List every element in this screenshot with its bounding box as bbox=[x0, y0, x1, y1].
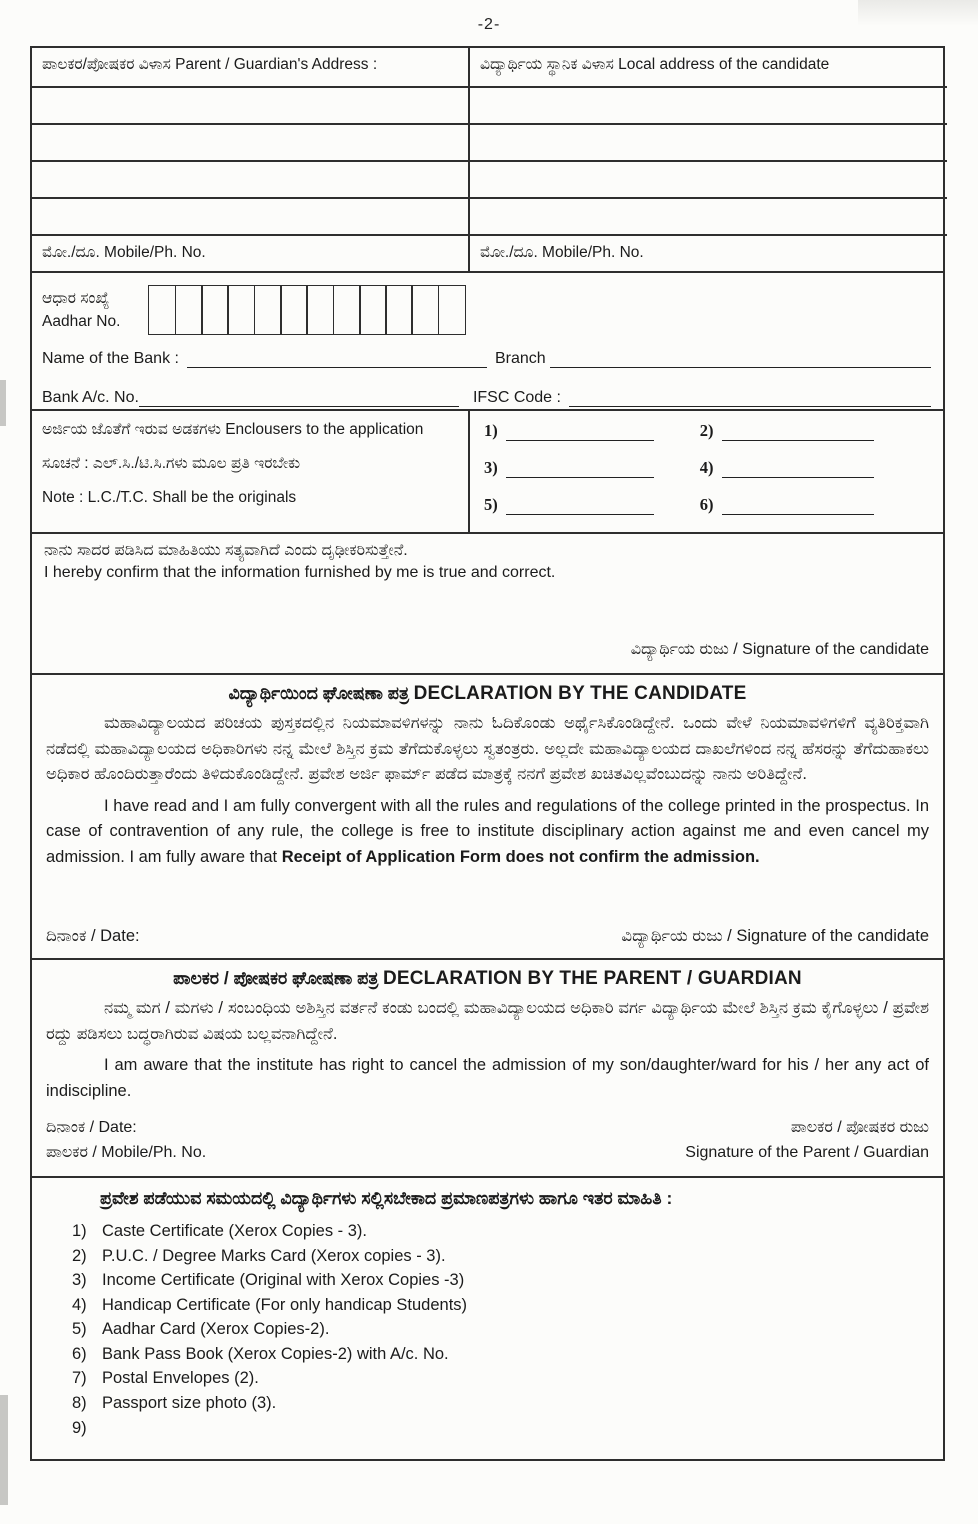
document-item-text: Passport size photo (3). bbox=[102, 1394, 277, 1413]
aadhar-digit-box bbox=[175, 285, 203, 335]
enclosure-blank-number: 1) bbox=[484, 421, 498, 440]
enclosure-blank-number: 3) bbox=[484, 458, 498, 477]
local-address-line bbox=[470, 162, 947, 199]
parent-address-line bbox=[32, 125, 470, 162]
document-item-text: Aadhar Card (Xerox Copies-2). bbox=[102, 1320, 330, 1339]
enclosure-blank-number: 2) bbox=[699, 421, 714, 440]
enclosure-blank-line bbox=[506, 500, 654, 515]
ifsc-line bbox=[569, 388, 931, 407]
document-item-text: P.U.C. / Degree Marks Card (Xerox copies - 3). bbox=[102, 1246, 446, 1265]
aadhar-digit-box bbox=[227, 285, 255, 335]
enclosure-blank-line bbox=[722, 426, 874, 441]
parent-date-label: ದಿನಾಂಕ / Date: bbox=[46, 1119, 137, 1137]
document-item-number: 8) bbox=[72, 1394, 87, 1413]
bank-details-section bbox=[30, 271, 945, 411]
parent-mobile-label: ಪಾಲಕರ / Mobile/Ph. No. bbox=[46, 1144, 207, 1162]
candidate-signature-label: ವಿದ್ಯಾರ್ಥಿಯ ರುಜು / Signature of the candidate bbox=[621, 927, 929, 945]
confirmation-section bbox=[30, 532, 945, 675]
document-item bbox=[72, 1268, 929, 1293]
local-address-line bbox=[470, 125, 947, 162]
account-label: Bank A/c. No. bbox=[42, 389, 139, 406]
parent-address-line bbox=[32, 162, 470, 199]
enclosure-blanks bbox=[470, 411, 947, 532]
aadhar-digit-box bbox=[411, 285, 439, 335]
aadhar-label bbox=[42, 283, 142, 334]
aadhar-number-boxes bbox=[150, 285, 466, 335]
document-item bbox=[72, 1391, 929, 1416]
candidate-signature-label: ವಿದ್ಯಾರ್ಥಿಯ ರುಜು / Signature of the candidate bbox=[630, 641, 929, 658]
candidate-declaration-para-en bbox=[46, 794, 929, 871]
address-table bbox=[30, 46, 945, 273]
candidate-date-label: ದಿನಾಂಕ / Date: bbox=[46, 927, 140, 945]
application-form bbox=[30, 46, 945, 1461]
aadhar-label-en: Aadhar No. bbox=[42, 313, 121, 331]
enclosure-blank-number: 5) bbox=[484, 495, 498, 514]
document-item-text: Caste Certificate (Xerox Copies - 3). bbox=[102, 1222, 368, 1240]
parent-declaration-para-en: I am aware that the institute has right to cancel the admission of my son/daughter/ward for his / her any act of indiscipline. bbox=[46, 1056, 929, 1100]
document-item-number: 7) bbox=[72, 1369, 87, 1388]
scan-artifact bbox=[0, 1395, 8, 1505]
enclosure-blank-line bbox=[506, 426, 654, 441]
aadhar-digit-box bbox=[385, 285, 413, 335]
candidate-declaration-para-en-text: I have read and I am fully convergent with all the rules and regulations of the college printed in the prospectus. In case of contravention of any rule, the college is free to institute disciplinary action against me and even cancel my admission. I am fully aware that bbox=[46, 796, 929, 866]
candidate-declaration-para-en-bold: Receipt of Application Form does not confirm the admission. bbox=[281, 847, 760, 866]
page-number: -2- bbox=[477, 16, 501, 33]
document-item-text: Handicap Certificate (For only handicap Students) bbox=[102, 1295, 468, 1314]
parent-declaration-heading-kn: ಪಾಲಕರ / ಪೋಷಕರ ಘೋಷಣಾ ಪತ್ರ bbox=[173, 968, 379, 988]
document-item-number: 3) bbox=[72, 1271, 87, 1290]
local-address-line bbox=[470, 88, 947, 125]
document-item bbox=[72, 1244, 929, 1269]
candidate-declaration-section bbox=[30, 673, 945, 960]
enclosure-blank-line bbox=[506, 463, 654, 478]
enclosures-section bbox=[30, 409, 945, 534]
confirmation-statement-en: I hereby confirm that the information furnished by me is true and correct. bbox=[44, 564, 556, 581]
parent-address-line bbox=[32, 199, 470, 236]
document-item-number: 9) bbox=[72, 1418, 87, 1437]
aadhar-digit-box bbox=[280, 285, 308, 335]
aadhar-label-kn: ಆಧಾರ ಸಂಖ್ಯೆ bbox=[42, 290, 110, 307]
parent-address-line bbox=[32, 88, 470, 125]
enclosure-blank-number: 6) bbox=[699, 495, 714, 514]
document-item bbox=[72, 1317, 929, 1342]
documents-section bbox=[30, 1176, 945, 1461]
aadhar-digit-box bbox=[333, 285, 361, 335]
enclosures-title: ಅರ್ಜಿಯ ಜೊತೆಗೆ ಇರುವ ಅಡಕಗಳು Enclousers to the application bbox=[42, 421, 424, 438]
parent-declaration-heading-en: DECLARATION BY THE PARENT / GUARDIAN bbox=[382, 968, 802, 989]
aadhar-digit-box bbox=[148, 285, 176, 335]
document-item-number: 5) bbox=[72, 1320, 87, 1339]
parent-signature-label-kn: ಪಾಲಕರ / ಪೋಷಕರ ರುಜು bbox=[790, 1119, 929, 1137]
confirmation-statement-kn: ನಾನು ಸಾದರ ಪಡಿಸಿದ ಮಾಹಿತಿಯು ಸತ್ಯವಾಗಿದೆ ಎಂದು ದೃಢೀಕರಿಸುತ್ತೇನೆ. bbox=[44, 542, 408, 559]
parent-declaration-para-kn: ನಮ್ಮ ಮಗ / ಮಗಳು / ಸಂಬಂಧಿಯ ಅಶಿಸ್ತಿನ ವರ್ತನೆ ಕಂಡು ಬಂದಲ್ಲಿ ಮಹಾವಿದ್ಯಾಲಯದ ಅಧಿಕಾರಿ ವರ್ಗ ವಿದ್ಯಾರ್ಥಿಯ ಮೇಲೆ ಶಿಸ್ತಿನ ಕ್ರಮ ಕೈಗೊಳ್ಳಲು / ಪ್ರವೇಶ ರದ್ದು ಪಡಿಸಲು ಬದ್ಧರಾಗಿರುವ ವಿಷಯ ಬಲ್ಲವನಾಗಿದ್ದೇನೆ. bbox=[46, 999, 929, 1043]
aadhar-digit-box bbox=[359, 285, 387, 335]
document-item-number: 4) bbox=[72, 1295, 87, 1314]
scan-artifact bbox=[0, 380, 6, 426]
bank-name-label: Name of the Bank : bbox=[42, 350, 179, 367]
aadhar-digit-box bbox=[306, 285, 334, 335]
document-item-number: 2) bbox=[72, 1246, 87, 1265]
document-item bbox=[72, 1342, 929, 1367]
branch-line bbox=[550, 349, 931, 368]
local-address-header: ವಿದ್ಯಾರ್ಥಿಯ ಸ್ಥಾನಿಕ ವಿಳಾಸ Local address of the candidate bbox=[470, 48, 947, 88]
enclosures-note-en: Note : L.C./T.C. Shall be the originals bbox=[42, 489, 297, 506]
parent-mobile-label: ಮೋ./ದೂ. Mobile/Ph. No. bbox=[32, 236, 470, 271]
enclosure-blank-line bbox=[722, 500, 874, 515]
candidate-declaration-heading-kn: ವಿದ್ಯಾರ್ಥಿಯಿಂದ ಘೋಷಣಾ ಪತ್ರ bbox=[228, 683, 410, 703]
enclosures-note-kn: ಸೂಚನೆ : ಎಲ್.ಸಿ./ಟಿ.ಸಿ.ಗಳು ಮೂಲ ಪ್ರತಿ ಇರಬೇಕು bbox=[42, 455, 301, 472]
parent-declaration-heading bbox=[46, 968, 929, 990]
documents-heading: ಪ್ರವೇಶ ಪಡೆಯುವ ಸಮಯದಲ್ಲಿ ವಿದ್ಯಾರ್ಥಿಗಳು ಸಲ್ಲಿಸಬೇಕಾದ ಪ್ರಮಾಣಪತ್ರಗಳು ಹಾಗೂ ಇತರ ಮಾಹಿತಿ : bbox=[100, 1188, 673, 1208]
parent-address-header: ಪಾಲಕರ/ಪೋಷಕರ ವಿಳಾಸ Parent / Guardian's Address : bbox=[32, 48, 470, 88]
ifsc-label: IFSC Code : bbox=[472, 389, 561, 406]
enclosure-blank-number: 4) bbox=[699, 458, 714, 477]
candidate-declaration-heading-en: DECLARATION BY THE CANDIDATE bbox=[413, 683, 747, 704]
aadhar-digit-box bbox=[201, 285, 229, 335]
local-mobile-label: ಮೋ./ದೂ. Mobile/Ph. No. bbox=[480, 244, 644, 261]
document-item bbox=[72, 1293, 929, 1318]
branch-label: Branch bbox=[494, 350, 546, 367]
candidate-declaration-heading bbox=[46, 683, 929, 705]
document-item bbox=[72, 1416, 929, 1441]
aadhar-digit-box bbox=[254, 285, 282, 335]
candidate-declaration-para-kn: ಮಹಾವಿದ್ಯಾಲಯದ ಪರಿಚಯ ಪುಸ್ತಕದಲ್ಲಿನ ನಿಯಮಾವಳಿಗಳನ್ನು ನಾನು ಓದಿಕೊಂಡು ಅರ್ಥೈಸಿಕೊಂಡಿದ್ದೇನೆ. ಒಂದು ವೇಳೆ ನಿಯಮಾವಳಿಗಳಿಗೆ ವ್ಯತಿರಿಕ್ತವಾಗಿ ನಡೆದಲ್ಲಿ ಮಹಾವಿದ್ಯಾಲಯದ ಅಧಿಕಾರಿಗಳು ನನ್ನ ಮೇಲೆ ಶಿಸ್ತಿನ ಕ್ರಮ ತೆಗೆದುಕೊಳ್ಳಲು ಸ್ವತಂತ್ರರು. ಅಲ್ಲದೇ ಮಹಾವಿದ್ಯಾಲಯದ ದಾಖಲೆಗಳಿಂದ ನನ್ನ ಹೆಸರನ್ನು ತೆಗೆದುಹಾಕಲು ಅಧಿಕಾರ ಹೊಂದಿರುತ್ತಾರೆಂದು ತಿಳಿದುಕೊಂಡಿದ್ದೇನೆ. ಪ್ರವೇಶ ಅರ್ಜಿ ಫಾರ್ಮ್ ಪಡೆದ ಮಾತ್ರಕ್ಕೆ ನನಗೆ ಪ್ರವೇಶ ಖಚಿತವಿಲ್ಲವೆಂಬುದನ್ನು ನಾನು ಅರಿತಿದ್ದೇನೆ. bbox=[46, 714, 929, 784]
aadhar-digit-box bbox=[438, 285, 466, 335]
document-item bbox=[72, 1219, 929, 1244]
account-line bbox=[139, 388, 459, 407]
parent-declaration-section bbox=[30, 958, 945, 1178]
bank-name-line bbox=[187, 349, 487, 368]
document-item-text: Postal Envelopes (2). bbox=[102, 1369, 259, 1388]
enclosure-blank-line bbox=[722, 463, 874, 478]
parent-signature-label-en: Signature of the Parent / Guardian bbox=[685, 1144, 929, 1162]
document-item-text: Bank Pass Book (Xerox Copies-2) with A/c. No. bbox=[102, 1344, 449, 1363]
document-item bbox=[72, 1366, 929, 1391]
local-address-line bbox=[470, 199, 947, 236]
document-item-text: Income Certificate (Original with Xerox Copies -3) bbox=[102, 1271, 465, 1290]
document-item-number: 6) bbox=[72, 1344, 87, 1363]
document-item-number: 1) bbox=[72, 1222, 87, 1240]
